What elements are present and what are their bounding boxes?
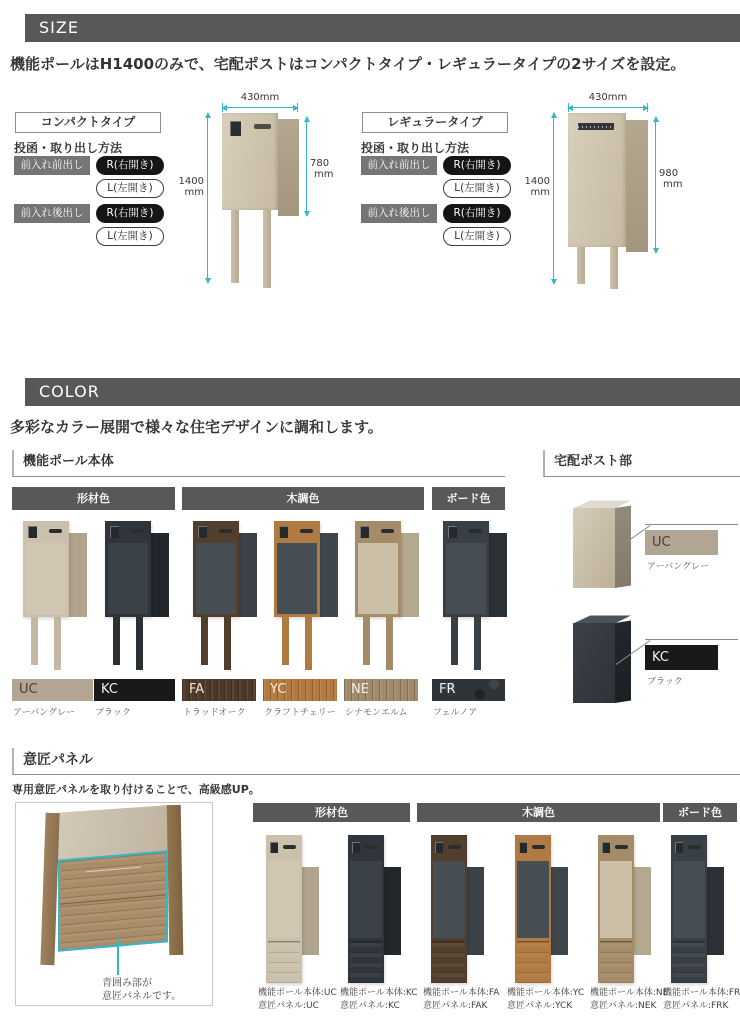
product-photo-ne <box>344 515 418 667</box>
mailbox-leg <box>263 210 271 288</box>
window-icon <box>602 842 610 853</box>
figure-design-panel <box>58 850 168 952</box>
product-photo-yc <box>263 515 337 667</box>
swatch-name-kc: ブラック <box>95 708 131 718</box>
method-row2-label-compact: 前入れ後出し <box>14 204 90 223</box>
window-icon <box>675 842 683 853</box>
dim-boxheight-compact: 780 mm <box>310 158 334 180</box>
post-box-uc <box>573 500 637 592</box>
panel-category-bar-board: ボード色 <box>663 803 737 822</box>
panel-product-fa <box>423 833 493 985</box>
panel-product-kc <box>340 833 410 985</box>
option-pill-r1-regular: R(右開き) <box>443 156 511 175</box>
handle-icon <box>219 529 232 533</box>
mailbox-nameplate-regular <box>578 123 614 130</box>
design-panel-figure <box>15 802 213 1006</box>
design-panel-part <box>517 941 549 983</box>
swatch-name-ne: シナモンエルム <box>345 708 408 718</box>
figure-pointer-line <box>117 937 119 975</box>
design-panel-part <box>433 941 465 983</box>
handle-icon <box>300 529 313 533</box>
option-pill-r2-compact: R(右開き) <box>96 204 164 223</box>
handle-icon <box>365 845 378 849</box>
dim-boxheight-regular: 980 mm <box>659 168 683 190</box>
swatch-ne: NE <box>344 679 418 701</box>
product-front <box>23 521 69 617</box>
post-group-title: 宅配ポスト部 <box>543 450 740 477</box>
swatch-name-fr: フェルノア <box>433 708 478 718</box>
window-icon <box>360 526 369 538</box>
dim-height-regular: 1400 mm <box>524 176 550 198</box>
product-door <box>26 543 66 614</box>
item-caption-5: 機能ポール本体:FR 意匠パネル:FRK <box>663 988 740 1011</box>
option-pill-l2-regular: L(左開き) <box>443 227 511 246</box>
handle-icon <box>448 845 461 849</box>
mailbox-front-regular <box>568 113 626 247</box>
panel-product-yc <box>507 833 577 985</box>
method-title-regular: 投函・取り出し方法 <box>361 141 470 155</box>
swatch-kc: KC <box>94 679 175 701</box>
dim-width-compact: 430mm <box>240 92 280 103</box>
swatch-name-uc: アーバングレー <box>13 708 76 718</box>
window-icon <box>198 526 207 538</box>
swatch-fa: FA <box>182 679 256 701</box>
mailbox-window-compact <box>230 121 241 136</box>
handle-icon <box>469 529 482 533</box>
compact-type-label: コンパクトタイプ <box>15 112 161 133</box>
option-pill-r2-regular: R(右開き) <box>443 204 511 223</box>
size-section-header: SIZE <box>25 14 740 42</box>
panel-product-fr <box>663 833 733 985</box>
regular-type-label: レギュラータイプ <box>362 112 508 133</box>
window-icon <box>110 526 119 538</box>
method-title-compact: 投函・取り出し方法 <box>14 141 123 155</box>
window-icon <box>279 526 288 538</box>
dim-line-width-compact <box>222 107 298 108</box>
window-icon <box>28 526 37 538</box>
panel-category-bar-shape: 形材色 <box>253 803 410 822</box>
design-panel-part <box>268 941 300 983</box>
dim-tick <box>568 103 569 112</box>
handle-icon <box>49 529 62 533</box>
swatch-name-yc: クラフトチェリー <box>264 708 336 718</box>
product-photo-fr <box>432 515 505 667</box>
swatch-code: UC <box>19 682 38 697</box>
item-caption-3: 機能ポール本体:YC 意匠パネル:YCK <box>507 988 585 1011</box>
color-section-header: COLOR <box>25 378 740 406</box>
option-pill-r1-compact: R(右開き) <box>96 156 164 175</box>
item-panel-code: 意匠パネル:UC <box>258 1000 319 1011</box>
item-pole-code: 機能ポール本体:UC <box>258 988 337 998</box>
design-panel-part <box>350 941 382 983</box>
dim-line-width-regular <box>568 107 648 108</box>
item-caption-4: 機能ポール本体:NE 意匠パネル:NEK <box>590 988 669 1011</box>
product-photo-kc <box>94 515 175 667</box>
handle-icon <box>283 845 296 849</box>
panel-section-title: 意匠パネル <box>12 748 740 775</box>
mailbox-leg <box>610 247 618 289</box>
panel-product-uc <box>258 833 328 985</box>
option-pill-l2-compact: L(左開き) <box>96 227 164 246</box>
category-bar-wood: 木調色 <box>182 487 424 510</box>
item-caption-0 <box>258 987 337 1012</box>
pointer-line <box>645 524 738 525</box>
item-caption-1: 機能ポール本体:KC 意匠パネル:KC <box>340 988 418 1011</box>
pole-group-title: 機能ポール本体 <box>12 450 505 477</box>
pointer-line <box>645 639 738 640</box>
method-row1-label-regular: 前入れ前出し <box>361 156 437 175</box>
category-bar-shape: 形材色 <box>12 487 175 510</box>
handle-icon <box>688 845 701 849</box>
mailbox-leg <box>231 210 239 283</box>
option-pill-l1-regular: L(左開き) <box>443 179 511 198</box>
post-swatch-uc: UC <box>645 530 718 555</box>
dim-height-compact: 1400 mm <box>178 176 204 198</box>
post-swatch-name-kc: ブラック <box>647 677 683 687</box>
handle-icon <box>532 845 545 849</box>
window-icon <box>270 842 278 853</box>
dim-tick <box>222 103 223 112</box>
dim-line-boxheight-compact <box>306 117 307 216</box>
dim-tick <box>647 103 648 112</box>
color-intro-text: 多彩なカラー展開で様々な住宅デザインに調和します。 <box>10 418 383 436</box>
product-photo-fa <box>182 515 256 667</box>
dim-tick <box>297 103 298 112</box>
figure-left-post <box>40 813 59 965</box>
dim-line-boxheight-regular <box>655 117 656 253</box>
window-icon <box>448 526 457 538</box>
method-row1-label-compact: 前入れ前出し <box>14 156 90 175</box>
category-bar-board: ボード色 <box>432 487 505 510</box>
mailbox-side-regular <box>626 120 648 252</box>
figure-right-post <box>167 805 184 955</box>
swatch-fr: FR <box>432 679 505 701</box>
swatch-yc: YC <box>263 679 337 701</box>
mailbox-side-compact <box>278 119 299 216</box>
mailbox-handle-compact <box>254 124 271 129</box>
product-side <box>68 533 87 617</box>
item-caption-2: 機能ポール本体:FA 意匠パネル:FAK <box>423 988 500 1011</box>
dim-line-height-compact <box>207 113 208 283</box>
handle-icon <box>131 529 144 533</box>
method-row2-label-regular: 前入れ後出し <box>361 204 437 223</box>
panel-intro-text: 専用意匠パネルを取り付けることで、高級感UP。 <box>12 783 260 796</box>
swatch-name-fa: トラッドオーク <box>183 708 246 718</box>
post-box-kc <box>573 615 637 707</box>
post-swatch-kc: KC <box>645 645 718 670</box>
mailbox-leg <box>577 247 585 284</box>
swatch-uc <box>12 679 93 701</box>
figure-caption: 青囲み部が 意匠パネルです。 <box>102 978 182 1002</box>
design-panel-part <box>600 941 632 983</box>
window-icon <box>519 842 527 853</box>
design-panel-part <box>673 941 705 983</box>
size-intro-text: 機能ポールはH1400のみで、宅配ポストはコンパクトタイプ・レギュラータイプの2サイズを設定。 <box>10 55 686 73</box>
window-icon <box>435 842 443 853</box>
dim-width-regular: 430mm <box>588 92 628 103</box>
option-pill-l1-compact: L(左開き) <box>96 179 164 198</box>
window-icon <box>352 842 360 853</box>
handle-icon <box>381 529 394 533</box>
dim-line-height-regular <box>553 113 554 284</box>
panel-product-ne <box>590 833 660 985</box>
product-photo-uc <box>12 515 93 667</box>
handle-icon <box>615 845 628 849</box>
panel-category-bar-wood: 木調色 <box>417 803 660 822</box>
post-swatch-name-uc: アーバングレー <box>647 562 710 572</box>
